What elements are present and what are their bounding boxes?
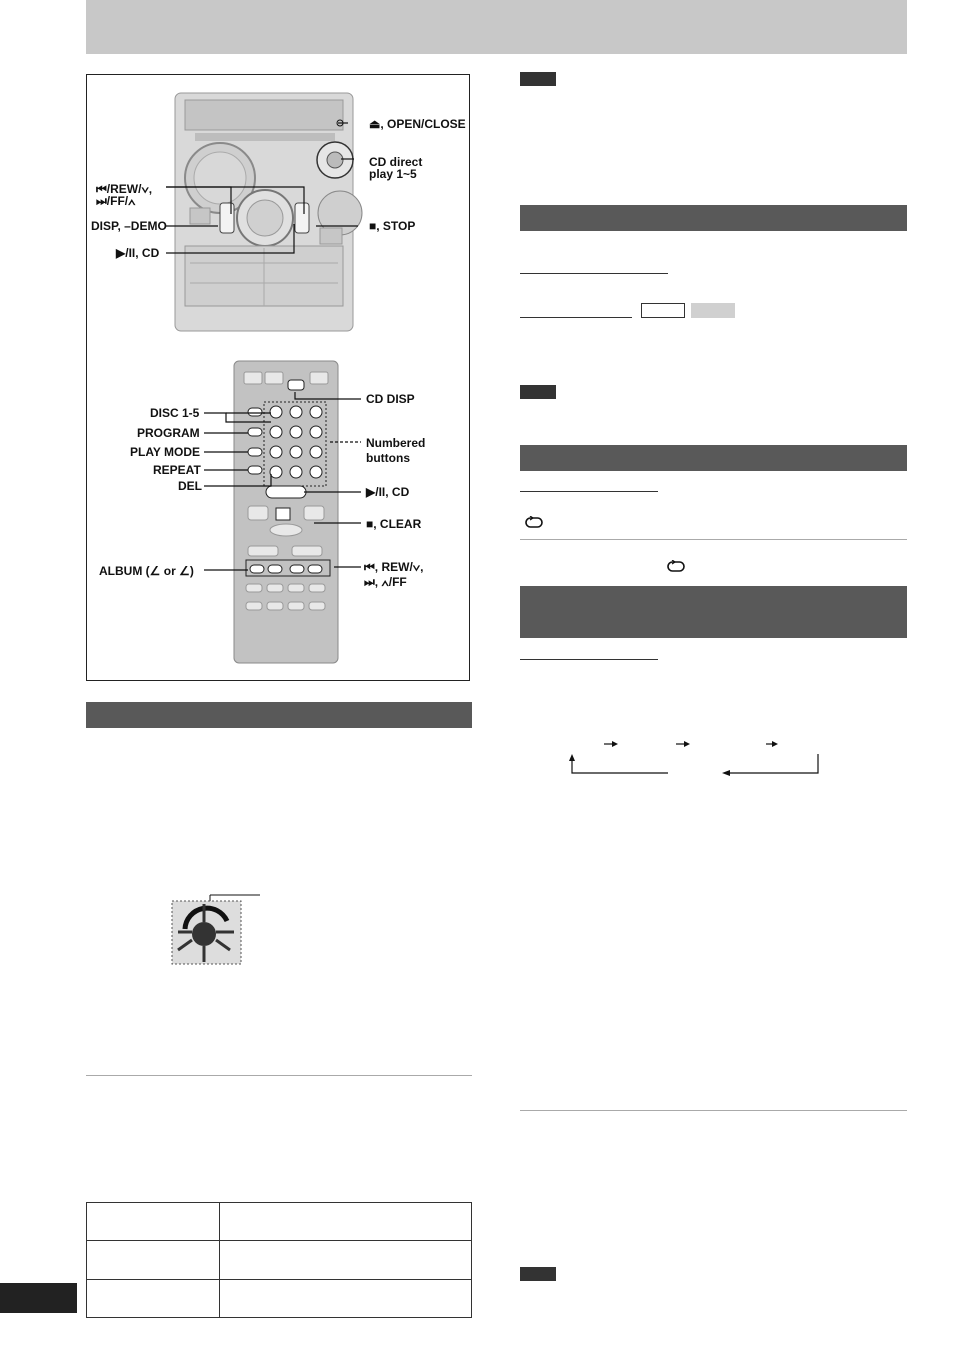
subheading-underline-1 — [520, 273, 668, 274]
clear-label: ■, CLEAR — [366, 517, 422, 531]
numbered-label-line1: Numbered — [366, 436, 426, 450]
cd-direct-label-line1: CD direct — [369, 155, 423, 169]
section-bar-left — [86, 702, 472, 728]
skip-rew-label: ⏮/REW/∨, — [96, 182, 153, 196]
repeat-icon — [524, 516, 546, 530]
del-label: DEL — [178, 479, 202, 493]
divider-left — [86, 1075, 472, 1076]
main-unit-callouts — [86, 74, 470, 334]
remote-skip-ff-label: ⏭, ∧/FF — [364, 575, 407, 589]
disc-tray-icon — [168, 890, 268, 968]
repeat-label: REPEAT — [153, 463, 201, 477]
mode-chip-outlined — [641, 303, 685, 318]
repeat-icon — [666, 560, 688, 574]
note-tag-3 — [520, 1267, 556, 1281]
disp-demo-label: DISP, –DEMO — [91, 219, 167, 233]
table-row — [87, 1203, 472, 1241]
remote-play-pause-label: ▶/II, CD — [366, 485, 410, 499]
remote-skip-rew-label: ⏮, REW/∨, — [364, 560, 424, 574]
note-tag-2 — [520, 385, 556, 399]
subheading-underline-4 — [520, 659, 658, 660]
section-bar-right-3 — [520, 586, 907, 638]
info-table — [86, 1202, 472, 1318]
open-close-label: ⏏, OPEN/CLOSE — [369, 117, 466, 131]
table-row — [87, 1241, 472, 1279]
album-label: ALBUM (∠ or ∠) — [99, 564, 194, 578]
divider-right-2 — [520, 1110, 907, 1111]
divider-right-1 — [520, 539, 907, 540]
numbered-label-line2: buttons — [366, 451, 410, 465]
play-mode-label: PLAY MODE — [130, 445, 201, 459]
stop-label: ■, STOP — [369, 219, 416, 233]
mode-cycle-diagram — [560, 736, 830, 778]
mode-chip-gray — [691, 303, 735, 318]
chapter-tab — [0, 1283, 77, 1313]
header-band — [86, 0, 907, 54]
table-row — [87, 1279, 472, 1317]
section-bar-right-1 — [520, 205, 907, 231]
skip-ff-label: ⏭/FF/∧ — [96, 194, 136, 208]
cd-direct-label-line2: play 1~5 — [369, 167, 417, 181]
play-pause-cd-label: ▶/II, CD — [116, 246, 160, 260]
disc-1-5-label: DISC 1-5 — [150, 406, 200, 420]
program-label: PROGRAM — [137, 426, 200, 440]
cd-disp-label: CD DISP — [366, 392, 415, 406]
note-tag-1 — [520, 72, 556, 86]
subheading-underline-2 — [520, 317, 632, 318]
section-bar-right-2 — [520, 445, 907, 471]
subheading-underline-3 — [520, 491, 658, 492]
